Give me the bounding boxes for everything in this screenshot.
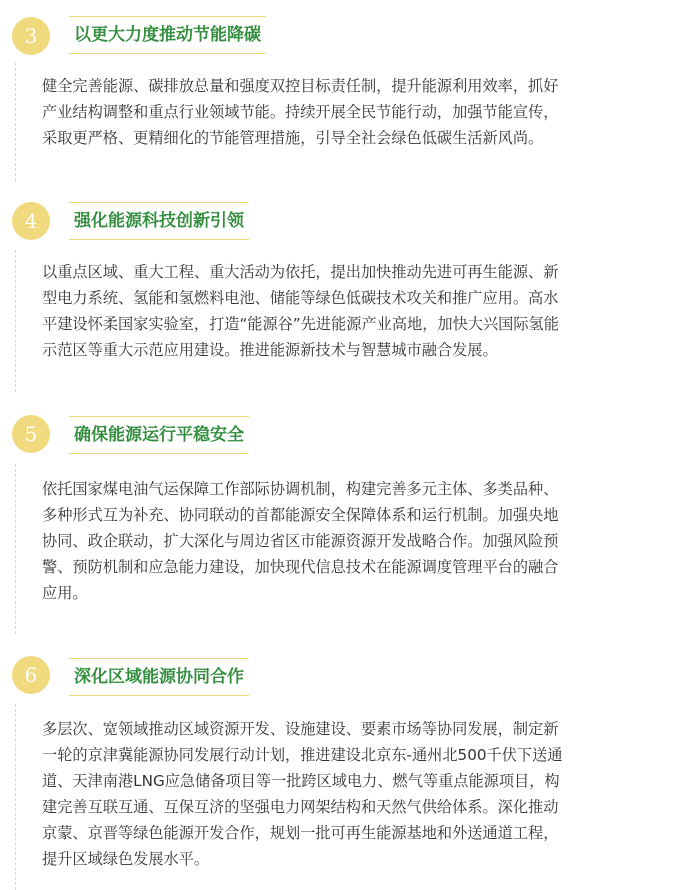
section-title: 以更大力度推动节能降碳 bbox=[69, 16, 266, 54]
text-line: 警、预防机制和应急能力建设，加快现代信息技术在能源调度管理平台的融合 bbox=[42, 558, 559, 576]
text-line: 协同、政企联动，扩大深化与周边省区市能源资源开发战略合作。加强风险预 bbox=[42, 532, 559, 550]
text-line: 以重点区域、重大工程、重大活动为依托，提出加快推动先进可再生能源、新 bbox=[42, 263, 559, 281]
text-line: 应用。 bbox=[42, 584, 88, 602]
text-line: 产业结构调整和重点行业领域节能。持续开展全民节能行动，加强节能宣传， bbox=[42, 103, 559, 121]
section-number-badge: 5 bbox=[12, 415, 50, 453]
text-line: 道、天津南港LNG应急储备项目等一批跨区域电力、燃气等重点能源项目，构 bbox=[42, 772, 560, 790]
dashed-divider bbox=[15, 704, 16, 890]
text-line: 型电力系统、氢能和氢燃料电池、储能等绿色低碳技术攻关和推广应用。高水 bbox=[42, 289, 559, 307]
section-body bbox=[42, 716, 670, 872]
text-line: 提升区域绿色发展水平。 bbox=[42, 850, 210, 868]
text-line: 建完善互联互通、互保互济的坚强电力网架结构和天然气供给体系。深化推动 bbox=[42, 798, 559, 816]
text-line: 健全完善能源、碳排放总量和强度双控目标责任制，提升能源利用效率，抓好 bbox=[42, 77, 559, 95]
section-title: 深化区域能源协同合作 bbox=[69, 658, 249, 696]
section-title: 确保能源运行平稳安全 bbox=[69, 416, 249, 454]
section-number-badge: 4 bbox=[12, 202, 50, 240]
section-number-badge: 3 bbox=[12, 17, 50, 55]
section-number-badge: 6 bbox=[12, 656, 50, 694]
text-line: 依托国家煤电油气运保障工作部际协调机制，构建完善多元主体、多类品种、 bbox=[42, 480, 559, 498]
text-line: 采取更严格、更精细化的节能管理措施，引导全社会绿色低碳生活新风尚。 bbox=[42, 129, 544, 147]
section-title: 强化能源科技创新引领 bbox=[69, 202, 249, 240]
text-line: 京蒙、京晋等绿色能源开发合作，规划一批可再生能源基地和外送通道工程， bbox=[42, 824, 559, 842]
text-line: 平建设怀柔国家实验室，打造“能源谷”先进能源产业高地，加快大兴国际氢能 bbox=[42, 315, 559, 333]
text-line: 一轮的京津冀能源协同发展行动计划，推进建设北京东-通州北500千伏下送通 bbox=[42, 746, 563, 764]
text-line: 示范区等重大示范应用建设。推进能源新技术与智慧城市融合发展。 bbox=[42, 341, 498, 359]
text-line: 多层次、宽领域推动区域资源开发、设施建设、要素市场等协同发展，制定新 bbox=[42, 720, 559, 738]
text-line: 多种形式互为补充、协同联动的首都能源安全保障体系和运行机制。加强央地 bbox=[42, 506, 559, 524]
